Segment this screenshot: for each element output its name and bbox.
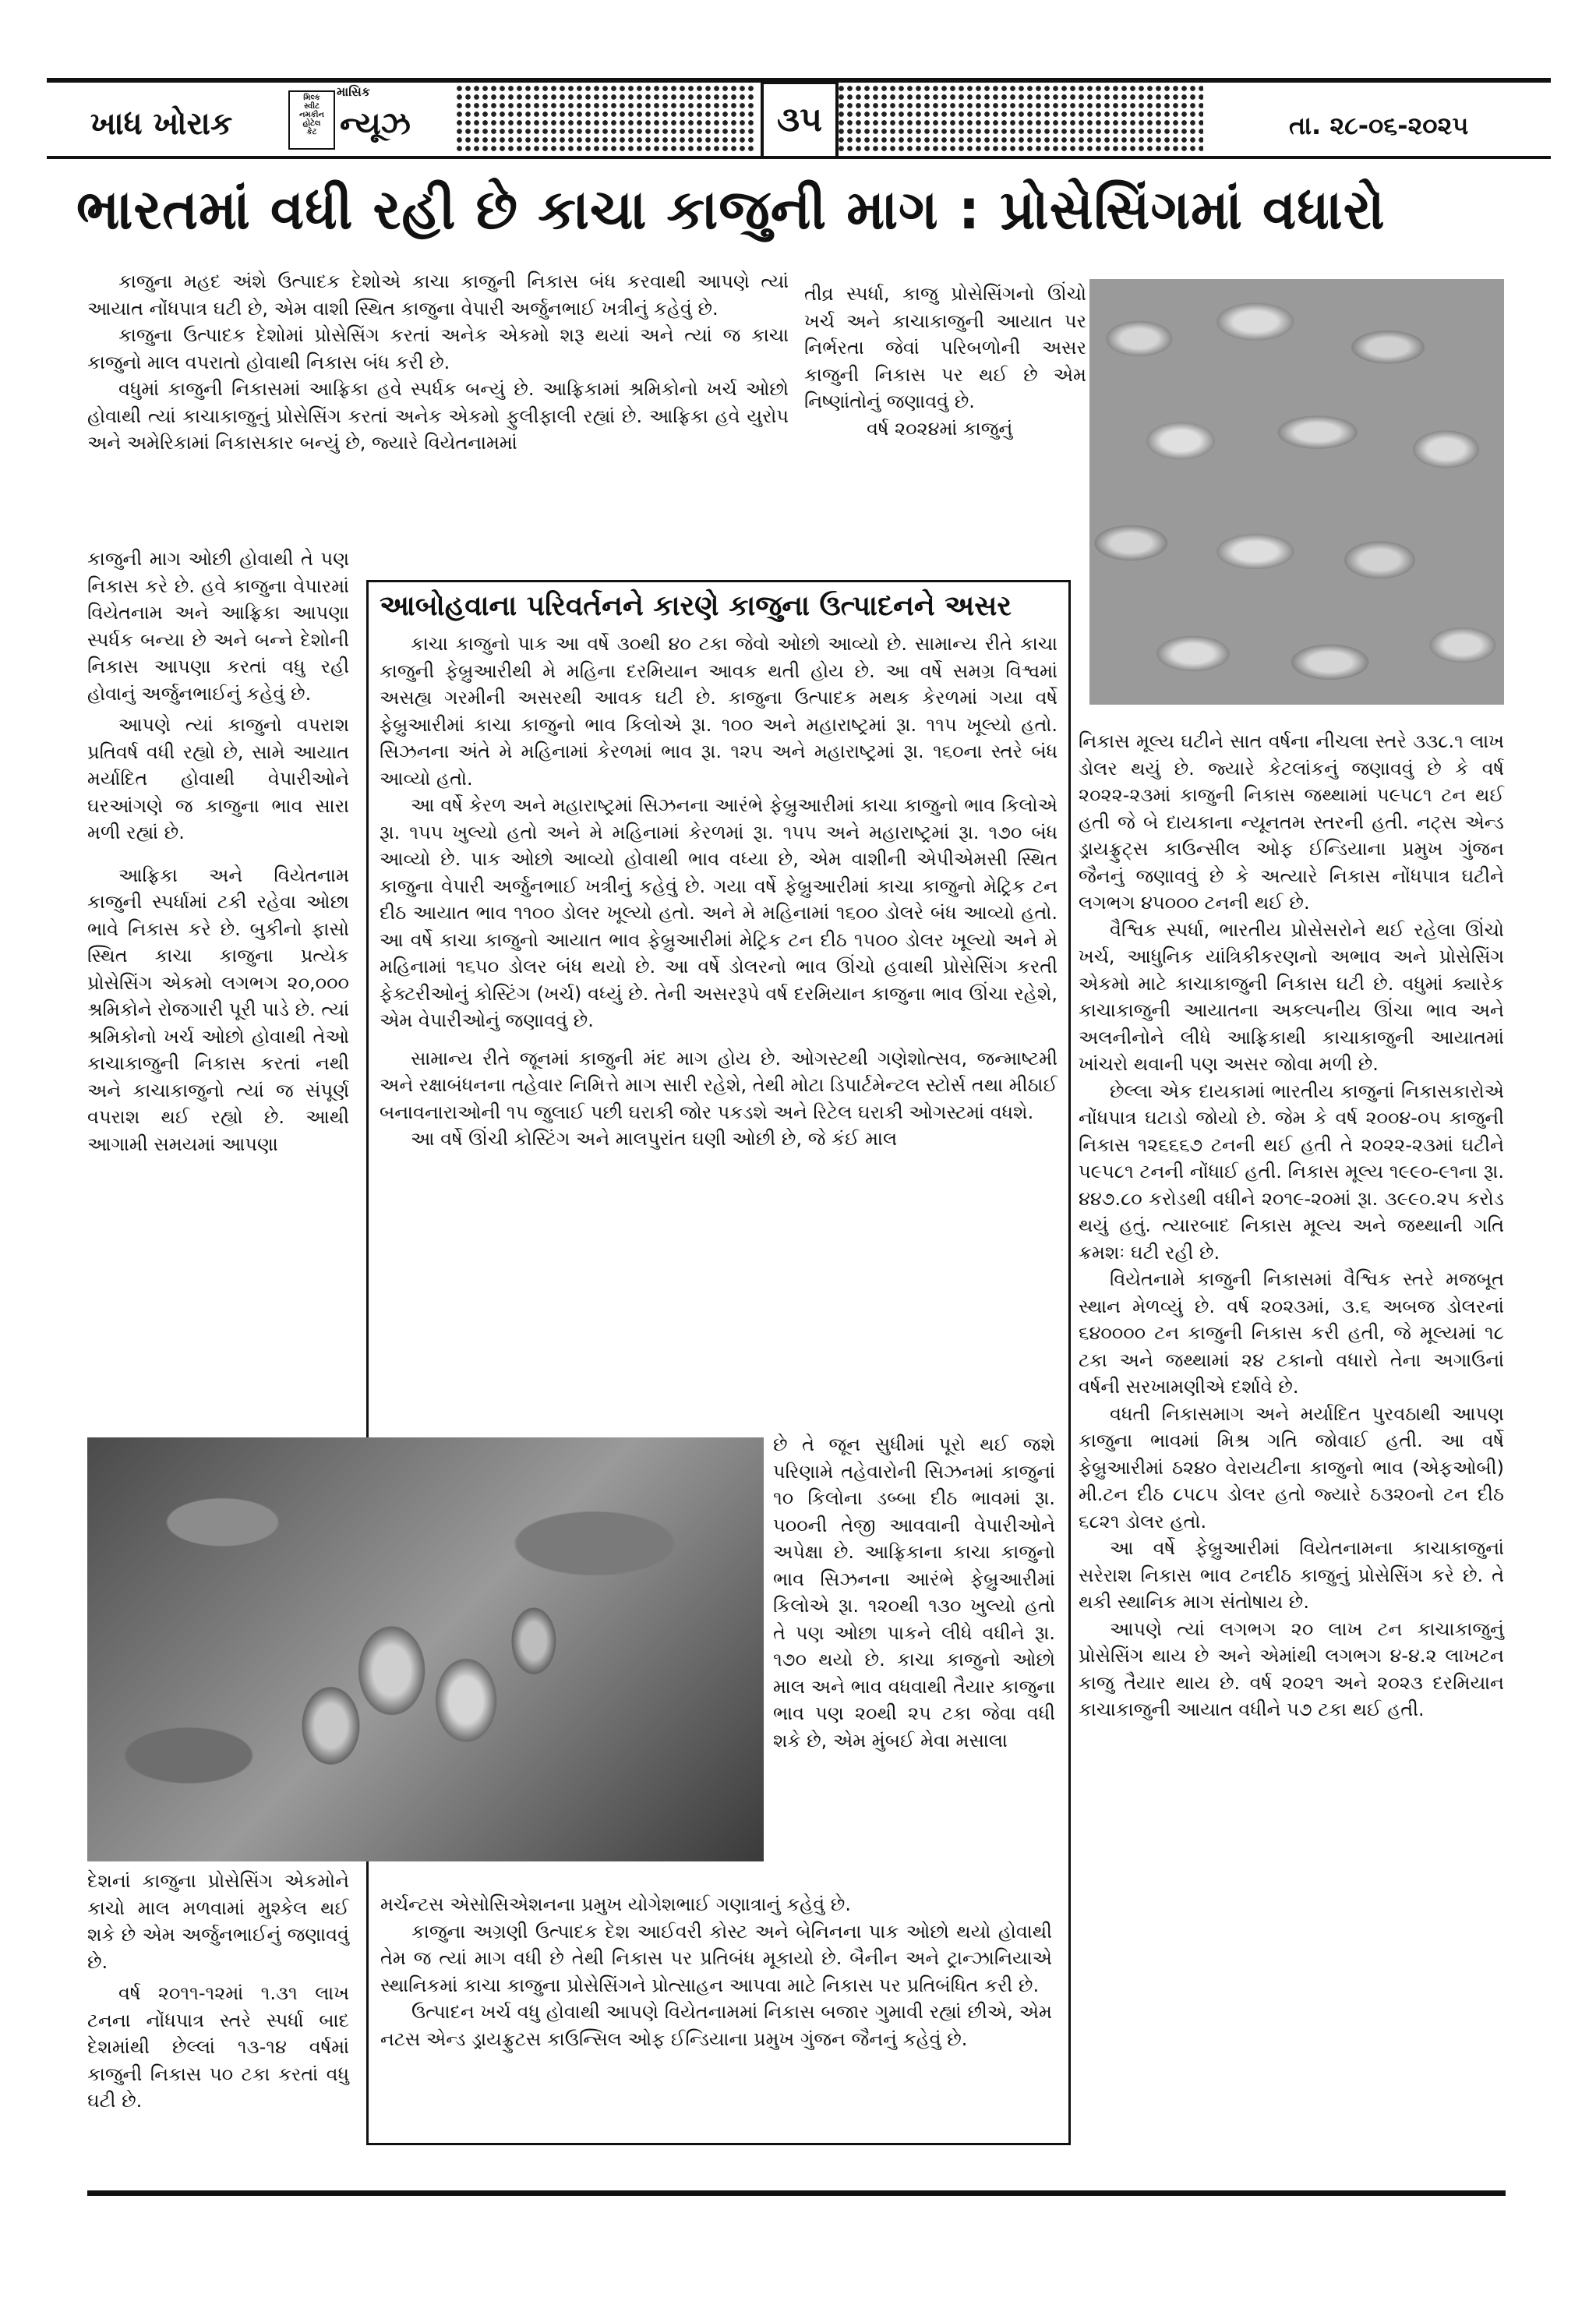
masthead-periodicity: માસિક <box>337 84 371 99</box>
right-column-paragraph: વધતી નિકાસમાગ અને મર્યાદિત પુરવઠાથી આપણ કાજુના ભાવમાં મિશ્ર ગતિ જોવાઈ હતી. આ વર્ષે ફેબ્રુઆરીમાં ઠ૨૪૦ વેરાયટીના કાજુનો ભાવ (એફઓબી) મી.ટન દીઠ ૮૫૮૫ ડોલર હતો જ્યારે ઠ૩૨૦નો ટન દીઠ ૬૮૨૧ ડોલર હતો. <box>1079 1402 1504 1533</box>
right-column-paragraph: વિયેતનામે કાજુની નિકાસમાં વૈશ્વિક સ્તરે મજબૂત સ્થાન મેળવ્યું છે. વર્ષ ૨૦૨૩માં, ૩.૬ અબજ ડોલરનાં ૬૪૦૦૦૦ ટન કાજુની નિકાસ કરી હતી, જે મૂલ્યમાં ૧૮ ટકા અને જથ્થામાં ૨૪ ટકાનો વધારો તેના અગાઉનાં વર્ષની સરખામણીએ દર્શાવે છે. <box>1079 1268 1504 1398</box>
left-column-paragraph: આફ્રિકા અને વિયેતનામ કાજુની સ્પર્ધામાં ટકી રહેવા ઓછા ભાવે નિકાસ કરે છે. બુકીનો ફાસો સ્થિત કાચા કાજુના પ્રત્યેક પ્રોસેસિંગ એકમો લગભગ ૨૦,૦૦૦ શ્રમિકોને રોજગારી પૂરી પાડે છે. ત્યાં શ્રમિકોનો ખર્ચ ઓછો હોવાથી તેઓ કાચાકાજુની નિકાસ કરતાં નથી અને કાચાકાજુનો ત્યાં જ સંપૂર્ણ વપરાશ થઈ રહ્યો છે. આથી આગામી સમયમાં આપણા <box>87 864 349 1155</box>
box-title: આબોહવાના પરિવર્તનને કારણે કાજુના ઉત્પાદનને અસર <box>380 590 1012 622</box>
issue-date: તા. ૨૮-૦૬-૨૦૨૫ <box>1289 111 1469 140</box>
right-column-paragraph: વૈશ્વિક સ્પર્ધા, ભારતીય પ્રોસેસરોને થઈ રહેલા ઊંચો ખર્ચ, આધુનિક યાંત્રિકીકરણનો અભાવ અને પ્રોસેસિંગ એકમો માટે કાચાકાજુની નિકાસ ઘટી છે. વધુમાં ક્યારેક કાચાકાજુની આયાતના અકલ્પનીય ઊંચા ભાવ અને અલનીનોને લીધે આફ્રિકાથી કાચાકાજુની આયાતમાં ખાંચરો થવાની પણ અસર જોવા મળી છે. <box>1079 918 1504 1075</box>
masthead-logo <box>288 90 335 150</box>
left-bottom-column <box>87 1868 349 2115</box>
right-column-paragraph: છેલ્લા એક દાયકામાં ભારતીય કાજુનાં નિકાસકારોએ નોંધપાત્ર ઘટાડો જોયો છે. જેમ કે વર્ષ ૨૦૦૪-૦૫ કાજુની નિકાસ ૧૨૬૬૬૭ ટનની થઈ હતી તે ૨૦૨૨-૨૩માં ઘટીને ૫૯૫૮૧ ટનની નોંધાઈ હતી. નિકાસ મૂલ્ય ૧૯૯૦-૯૧ના રૂા. ૪૪૭.૮૦ કરોડથી વધીને ૨૦૧૯-૨૦માં રૂા. ૩૯૯૦.૨૫ કરોડ થયું હતું. ત્યારબાદ નિકાસ મૂલ્ય અને જથ્થાની ગતિ ક્રમશઃ ઘટી રહી છે. <box>1079 1080 1504 1264</box>
left-column-paragraph: આપણે ત્યાં કાજુનો વપરાશ પ્રતિવર્ષ વધી રહ્યો છે, સામે આયાત મર્યાદિત હોવાથી વેપારીઓને ઘરઆંગણે જ કાજુના ભાવ સારા મળી રહ્યાં છે. <box>87 714 349 843</box>
box-after-photo-paragraph: ઉત્પાદન ખર્ચ વધુ હોવાથી આપણે વિયેતનામમાં નિકાસ બજાર ગુમાવી રહ્યાં છીએ, એમ નટસ એન્ડ ડ્રાયફ્રુટસ કાઉન્સિલ ઓફ ઈન્ડિયાના પ્રમુખ ગુંજન જૈનનું કહેવું છે. <box>380 2001 1052 2050</box>
right-column-paragraph: આ વર્ષે ફેબ્રુઆરીમાં વિયેતનામના કાચાકાજુનાં સરેરાશ નિકાસ ભાવ ટનદીઠ કાજુનું પ્રોસેસિંગ કરે છે. તે થકી સ્થાનિક માગ સંતોષાય છે. <box>1079 1537 1504 1613</box>
box-paragraph: સામાન્ય રીતે જૂનમાં કાજુની મંદ માગ હોય છે. ઓગસ્ટથી ગણેશોત્સવ, જન્માષ્ટમી અને રક્ષાબંધનના તહેવાર નિમિત્તે માગ સારી રહેશે, તેથી મોટા ડિપાર્ટમેન્ટલ સ્ટોર્સ તથા મીઠાઈ બનાવનારાઓની ૧૫ જુલાઈ પછી ઘરાકી જોર પકડશે અને રિટેલ ઘરાકી ઓગસ્ટમાં વધશે. <box>380 1047 1058 1123</box>
cashew-fruit-tree-photo <box>87 1437 764 1861</box>
intro-paragraph: કાજુના મહદ અંશે ઉત્પાદક દેશોએ કાચા કાજુની નિકાસ બંધ કરવાથી આપણે ત્યાં આયાત નોંધપાત્ર ઘટી છે, એમ વાશી સ્થિત કાજુના વેપારી અર્જુનભાઈ ખત્રીનું કહેવું છે. <box>87 270 789 320</box>
left-column-paragraph: કાજુની માગ ઓછી હોવાથી તે પણ નિકાસ કરે છે. હવે કાજુના વેપારમાં વિયેતનામ અને આફ્રિકા આપણા સ્પર્ધક બન્યા છે અને બન્ને દેશોની નિકાસ આપણા કરતાં વધુ રહી હોવાનું અર્જુનભાઈનું કહેવું છે. <box>87 548 349 705</box>
intro-paragraph: કાજુના ઉત્પાદક દેશોમાં પ્રોસેસિંગ કરતાં અનેક એકમો શરૂ થયાં અને ત્યાં જ કાચા કાજુનો માલ વપરાતો હોવાથી નિકાસ બંધ કરી છે. <box>87 324 789 373</box>
intro-paragraph: વધુમાં કાજુની નિકાસમાં આફ્રિકા હવે સ્પર્ધક બન્યું છે. આફ્રિકામાં શ્રમિકોનો ખર્ચ ઓછો હોવાથી ત્યાં કાચાકાજુનું પ્રોસેસિંગ કરતાં અનેક એકમો ફુલીફાલી રહ્યાં છે. આફ્રિકા હવે યુરોપ અને અમેરિકામાં નિકાસકાર બન્યું છે, જ્યારે વિયેતનામમાં <box>87 378 789 454</box>
box-beside-photo-paragraph: છે તે જૂન સુધીમાં પૂરો થઈ જશે પરિણામે તહેવારોની સિઝનમાં કાજુનાં ૧૦ કિલોના ડબ્બા દીઠ ભાવમાં રૂા. ૫૦૦ની તેજી આવવાની વેપારીઓને અપેક્ષા છે. આફ્રિકાના કાચા કાજુનો ભાવ સિઝનના આરંભે ફેબ્રુઆરીમાં કિલોએ રૂા. ૧૨૦થી ૧૩૦ ખુલ્યો હતો તે પણ ઓછા પાકને લીધે વધીને રૂા. ૧૭૦ થયો છે. કાચા કાજુનો ઓછો માલ અને ભાવ વધવાથી તૈયાર કાજુના ભાવ પણ ૨૦થી ૨૫ ટકા જેવા વધી શકે છે, એમ મુંબઈ મેવા મસાલા <box>773 1434 1055 1752</box>
box-after-photo-paragraph: મર્ચન્ટસ એસોસિએશનના પ્રમુખ યોગેશભાઈ ગણાત્રાનું કહેવું છે. <box>380 1893 851 1915</box>
logo-line: હોટેલ <box>302 119 321 128</box>
masthead-name-right: ન્યૂઝ <box>340 106 411 142</box>
masthead-dot-band-left <box>455 84 756 154</box>
logo-line: કેટ <box>306 128 317 136</box>
box-paragraph: આ વર્ષે ઊંચી કોસ્ટિંગ અને માલપુરાંત ઘણી ઓછી છે, જે કંઈ માલ <box>411 1128 898 1150</box>
box-after-photo-paragraph: કાજુના અગ્રણી ઉત્પાદક દેશ આઈવરી કોસ્ટ અને બેનિનના પાક ઓછો થયો હોવાથી તેમ જ ત્યાં માગ વધી છે તેથી નિકાસ પર પ્રતિબંધ મૂકાયો છે. બૈનીન અને ટ્રાન્ઝાનિયાએ સ્થાનિકમાં કાચા કાજુના પ્રોસેસિંગને પ્રોત્સાહન આપવા માટે નિકાસ પર પ્રતિબંધિત કરી છે. <box>380 1920 1052 1996</box>
right-top-continue: વર્ષ ૨૦૨૪માં કાજુનું <box>867 417 1013 440</box>
footer-rule <box>87 2190 1506 2196</box>
right-column <box>1079 728 1504 1723</box>
box-paragraph: કાચા કાજુનો પાક આ વર્ષે ૩૦થી ૪૦ ટકા જેવો ઓછો આવ્યો છે. સામાન્ય રીતે કાચા કાજુની ફેબ્રુઆરીથી મે મહિના દરમિયાન આવક થતી હોય છે. આ વર્ષે સમગ્ર વિશ્વમાં અસહ્ય ગરમીની અસરથી આવક ઘટી છે. કાજુના ઉત્પાદક મથક કેરળમાં ગયા વર્ષે ફેબ્રુઆરીમાં કાચા કાજુનો ભાવ કિલોએ રૂા. ૧૦૦ અને મહારાષ્ટ્રમાં રૂા. ૧૧૫ ખૂલ્યો હતો. સિઝનના અંતે મે મહિનામાં કેરળમાં ભાવ રૂા. ૧૨૫ અને મહારાષ્ટ્રમાં રૂા. ૧૬૦ના સ્તરે બંધ આવ્યો હતો. <box>380 633 1058 790</box>
right-top-paragraph: તીવ્ર સ્પર્ધા, કાજુ પ્રોસેસિંગનો ઊંચો ખર્ચ અને કાચાકાજુની આયાત પર નિર્ભરતા જેવાં પરિબળોની અસર કાજુની નિકાસ પર થઈ છે એમ નિષ્ણાંતોનું જણાવવું છે. <box>804 283 1086 412</box>
box-after-photo-text <box>380 1891 1052 2052</box>
masthead-dot-band-right <box>837 84 1203 154</box>
box-body <box>369 631 1068 1153</box>
left-bottom-paragraph: દેશનાં કાજુના પ્રોસેસિંગ એકમોને કાચો માલ મળવામાં મુશ્કેલ થઈ શકે છે એમ અર્જુનભાઈનું જણાવવું છે. <box>87 1870 349 1973</box>
masthead-name-left: ખાધ ખોરાક <box>90 106 233 142</box>
left-column <box>87 546 349 1158</box>
right-column-paragraph: આપણે ત્યાં લગભગ ૨૦ લાખ ટન કાચાકાજુનું પ્રોસેસિંગ થાય છે અને એમાંથી લગભગ ૪-૪.૨ લાખટન કાજુ તૈયાર થાય છે. વર્ષ ૨૦૨૧ અને ૨૦૨૩ દરમિયાન કાચાકાજુની આયાત વધીને ૫૭ ટકા થઈ હતી. <box>1079 1617 1504 1720</box>
box-beside-photo-text <box>773 1431 1055 1754</box>
left-bottom-paragraph: વર્ષ ૨૦૧૧-૧૨માં ૧.૩૧ લાખ ટનના નોંધપાત્ર સ્તરે સ્પર્ધા બાદ દેશમાંથી છેલ્લાં ૧૩-૧૪ વર્ષમાં કાજુની નિકાસ ૫૦ ટકા કરતાં વધુ ઘટી છે. <box>87 1982 349 2112</box>
right-top-text <box>804 281 1086 442</box>
logo-line: નમકીન <box>299 111 324 119</box>
box-paragraph: આ વર્ષે કેરળ અને મહારાષ્ટ્રમાં સિઝનના આરંભે ફેબ્રુઆરીમાં કાચા કાજુનો ભાવ કિલોએ રૂા. ૧૫૫ ખુલ્યો હતો અને મે મહિનામાં કેરળમાં રૂા. ૧૫૫ અને મહારાષ્ટ્રમાં રૂા. ૧૭૦ બંધ આવ્યો છે. પાક ઓછો આવ્યો હોવાથી ભાવ વધ્યા છે, એમ વાશીની એપીએમસી સ્થિત કાજુના વેપારી અર્જુનભાઈ ખત્રીનું કહેવું છે. ગયા વર્ષે ફેબ્રુઆરીમાં કાચા કાજુનો મેટ્રિક ટન દીઠ આયાત ભાવ ૧૧૦૦ ડોલર ખૂલ્યો હતો. અને મે મહિનામાં ૧૬૦૦ ડોલરે બંધ આવ્યો હતો. આ વર્ષે કાચા કાજુનો આયાત ભાવ ફેબ્રુઆરીમાં મેટ્રિક ટન દીઠ ૧૫૦૦ ડોલર ખૂલ્યો અને મે મહિનામાં ૧૬૫૦ ડોલર બંધ થયો છે. આ વર્ષે ડોલરનો ભાવ ઊંચો હવાથી પ્રોસેસિંગ કરતી ફેક્ટરીઓનું કોસ્ટિંગ (ખર્ચ) વધ્યું છે. તેની અસરરૂપે વર્ષ દરમિયાન કાજુના ભાવ ઊંચા રહેશે, એમ વેપારીઓનું જણાવવું છે. <box>380 794 1058 1031</box>
page-number: ૩૫ <box>761 81 839 159</box>
masthead-bottom-rule <box>47 156 1551 159</box>
cashew-nuts-photo <box>1089 279 1504 705</box>
right-column-paragraph: નિકાસ મૂલ્ય ઘટીને સાત વર્ષના નીચલા સ્તરે ૩૩૮.૧ લાખ ડોલર થયું છે. જ્યારે કેટલાંકનું જણાવવું છે કે વર્ષ ૨૦૨૨-૨૩માં કાજુની નિકાસ જથ્થામાં ૫૯૫૮૧ ટન થઈ હતી જે બે દાયકાના ન્યૂનતમ સ્તરની હતી. નટ્સ એન્ડ ડ્રાયફ્રુટ્સ કાઉન્સીલ ઓફ ઈન્ડિયાના પ્રમુખ ગુંજન જૈનનું જણાવવું છે કે અત્યારે નિકાસ નોંધપાત્ર ઘટીને લગભગ ૪૫૦૦૦ ટનની થઈ છે. <box>1079 730 1504 914</box>
intro-text <box>87 268 789 457</box>
article-headline: ભારતમાં વધી રહી છે કાચા કાજુની માગ : પ્રોસેસિંગમાં વધારો <box>76 178 1386 242</box>
logo-line: મિલ્ક <box>303 94 320 102</box>
logo-line: સ્વીટ <box>304 102 320 111</box>
